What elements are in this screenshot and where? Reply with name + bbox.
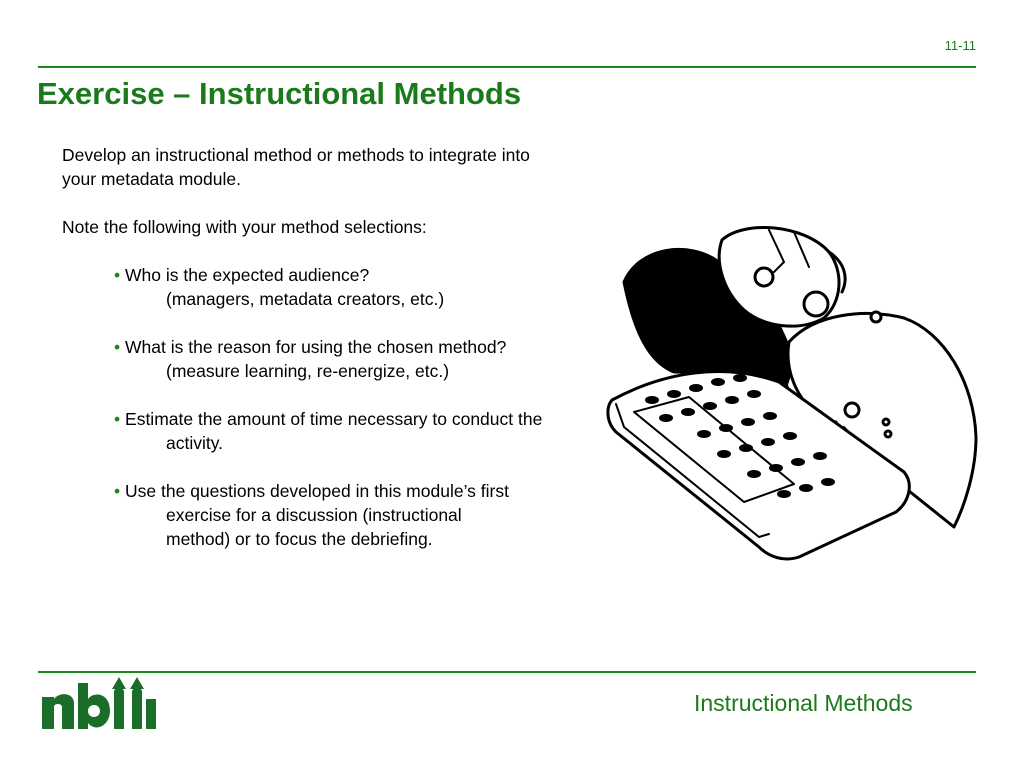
slide-body [62,143,622,551]
bullet-marker: • [114,265,121,285]
intro-line-1: Develop an instructional method or methods to integrate into [62,145,530,165]
footer-rule [38,671,976,673]
bullet-text: Estimate the amount of time necessary to conduct the [125,409,543,429]
bullet-item [114,407,622,455]
bullet-continuation: (managers, metadata creators, etc.) [166,289,445,309]
header-rule [38,66,976,68]
footer-title: Instructional Methods [694,690,913,716]
bullet-item [114,479,622,551]
people-at-keyboard-illustration [604,222,984,562]
bullet-continuation: method) or to focus the debriefing. [166,529,433,549]
bullet-item [114,335,622,383]
bullet-item [114,263,622,311]
bullet-marker: • [114,481,121,501]
note-text: Note the following with your method selections: [62,217,427,237]
bullet-continuation: (measure learning, re-energize, etc.) [166,361,450,381]
intro-line-2: your metadata module. [62,169,241,189]
bullet-text: Use the questions developed in this module’s first [125,481,509,501]
slide-number: 11-11 [944,38,976,53]
slide-title: Exercise – Instructional Methods [37,76,522,111]
bullet-marker: • [114,409,121,429]
bullet-continuation: exercise for a discussion (instructional [166,505,462,525]
nbii-logo [40,673,162,733]
bullet-marker: • [114,337,121,357]
bullet-text: What is the reason for using the chosen method? [125,337,507,357]
bullet-continuation: activity. [166,433,224,453]
bullet-text: Who is the expected audience? [125,265,370,285]
